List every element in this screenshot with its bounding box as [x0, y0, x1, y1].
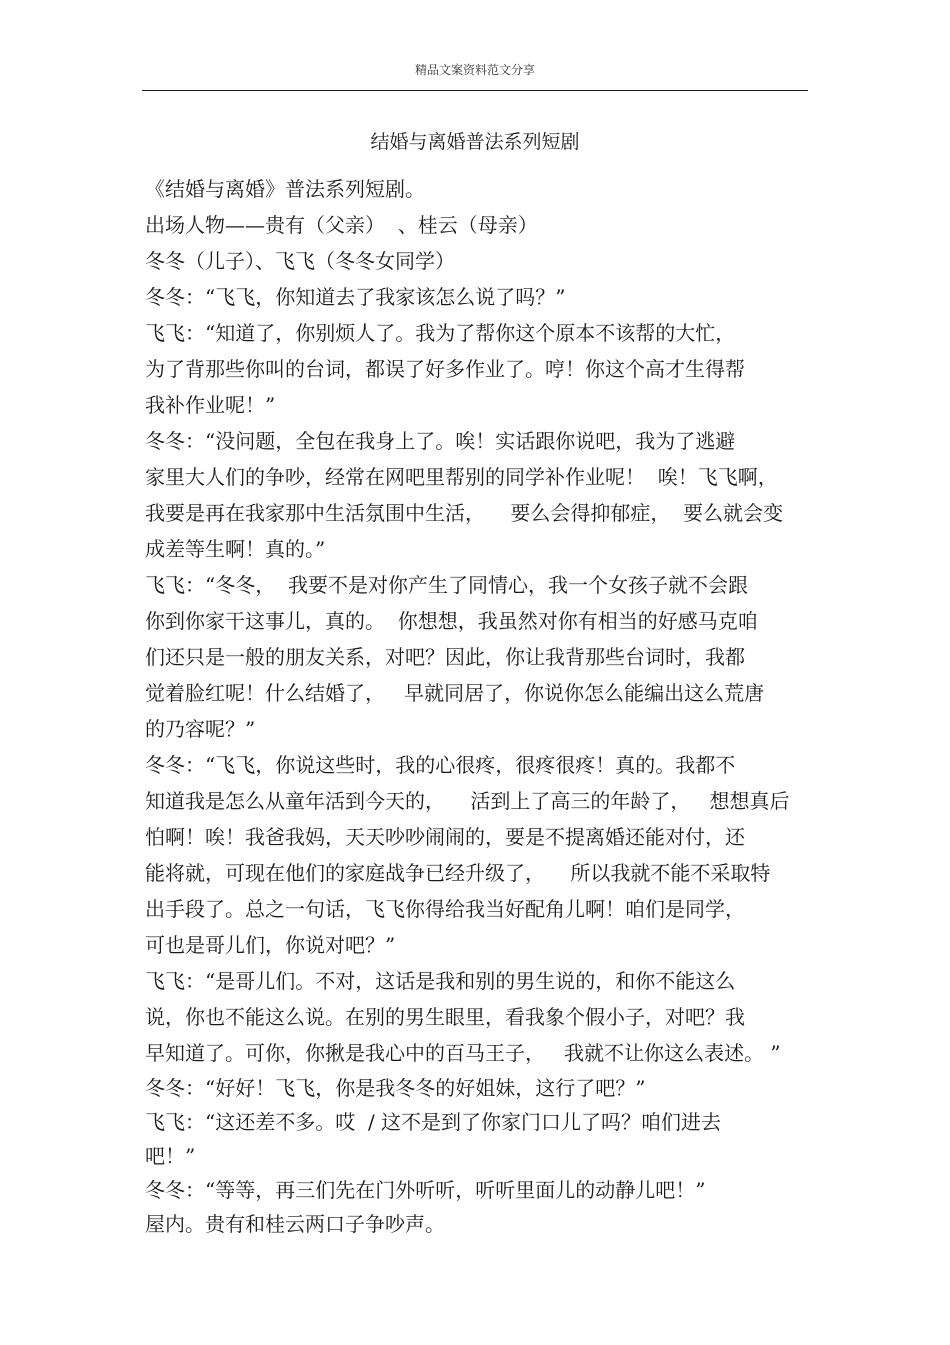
text-line: 飞飞：“冬冬， 我要不是对你产生了同情心，我一个女孩子就不会跟 [145, 573, 748, 597]
text-line: 屋内。贵有和桂云两口子争吵声。 [145, 1212, 445, 1236]
text-line: 可也是哥儿们，你说对吧？” [145, 933, 396, 957]
text-line: 飞飞：“知道了，你别烦人了。我为了帮你这个原本不该帮的大忙， [145, 321, 736, 345]
text-line: 知道我是怎么从童年活到今天的， 活到上了高三的年龄了， 想想真后 [145, 789, 790, 813]
text-line: 冬冬：“飞飞，你知道去了我家该怎么说了吗？” [145, 285, 566, 309]
header-divider [142, 90, 808, 91]
text-line: 冬冬：“没问题，全包在我身上了。唉！实话跟你说吧，我为了逃避 [145, 429, 736, 453]
text-line: 家里大人们的争吵，经常在网吧里帮别的同学补作业呢！ 唉！飞飞啊， [145, 465, 778, 489]
text-line: 成差等生啊！真的。” [145, 537, 326, 561]
document-body [145, 171, 810, 1241]
text-line: 早知道了。可你，你揪是我心中的百马王子， 我就不让你这么表述。 ” [145, 1041, 781, 1065]
text-line: 怕啊！唉！我爸我妈，天天吵吵闹闹的，要是不提离婚还能对付，还 [145, 825, 745, 849]
text-line: 我要是再在我家那中生活氛围中生活， 要么会得抑郁症， 要么就会变 [145, 501, 784, 525]
text-line: 冬冬：“飞飞，你说这些时，我的心很疼，很疼很疼！真的。我都不 [145, 753, 736, 777]
text-line: 冬冬：“好好！飞飞，你是我冬冬的好姐妹，这行了吧？” [145, 1076, 646, 1100]
text-line: 冬冬（儿子）、飞飞（冬冬女同学） [145, 249, 455, 273]
text-line: 说，你也不能这么说。在别的男生眼里，看我象个假小子，对吧？我 [145, 1005, 745, 1029]
text-line: 你到你家干这事儿，真的。 你想想，我虽然对你有相当的好感马克咱 [145, 609, 758, 633]
page-header: 精品文案资料范文分享 [414, 63, 535, 77]
text-line: 冬冬：“等等，再三们先在门外听听，听听里面儿的动静儿吧！” [145, 1178, 706, 1202]
text-line: 为了背那些你叫的台词，都误了好多作业了。哼！你这个高才生得帮 [145, 357, 745, 381]
text-line: 的乃容呢？” [145, 717, 256, 741]
text-line: 出场人物——贵有（父亲） 、桂云（母亲） [145, 213, 538, 237]
text-line: 出手段了。总之一句话，飞飞你得给我当好配角儿啊！咱们是同学， [145, 897, 745, 921]
text-line: 能将就，可现在他们的家庭战争已经升级了， 所以我就不能不采取特 [145, 861, 771, 885]
text-line: 飞飞：“是哥儿们。不对，这话是我和别的男生说的，和你不能这么 [145, 969, 736, 993]
text-line: 吧！” [145, 1144, 196, 1168]
text-line: 飞飞：“这还差不多。哎 / 这不是到了你家门口儿了吗？咱们进去 [145, 1110, 722, 1134]
text-line: 们还只是一般的朋友关系，对吧？因此，你让我背那些台词时，我都 [145, 645, 745, 669]
text-line: 觉着脸红呢！什么结婚了， 早就同居了，你说你怎么能编出这么荒唐 [145, 681, 765, 705]
document-title: 结婚与离婚普法系列短剧 [370, 131, 580, 153]
text-line: 《结婚与离婚》普法系列短剧。 [145, 177, 425, 201]
text-line: 我补作业呢！” [145, 393, 276, 417]
